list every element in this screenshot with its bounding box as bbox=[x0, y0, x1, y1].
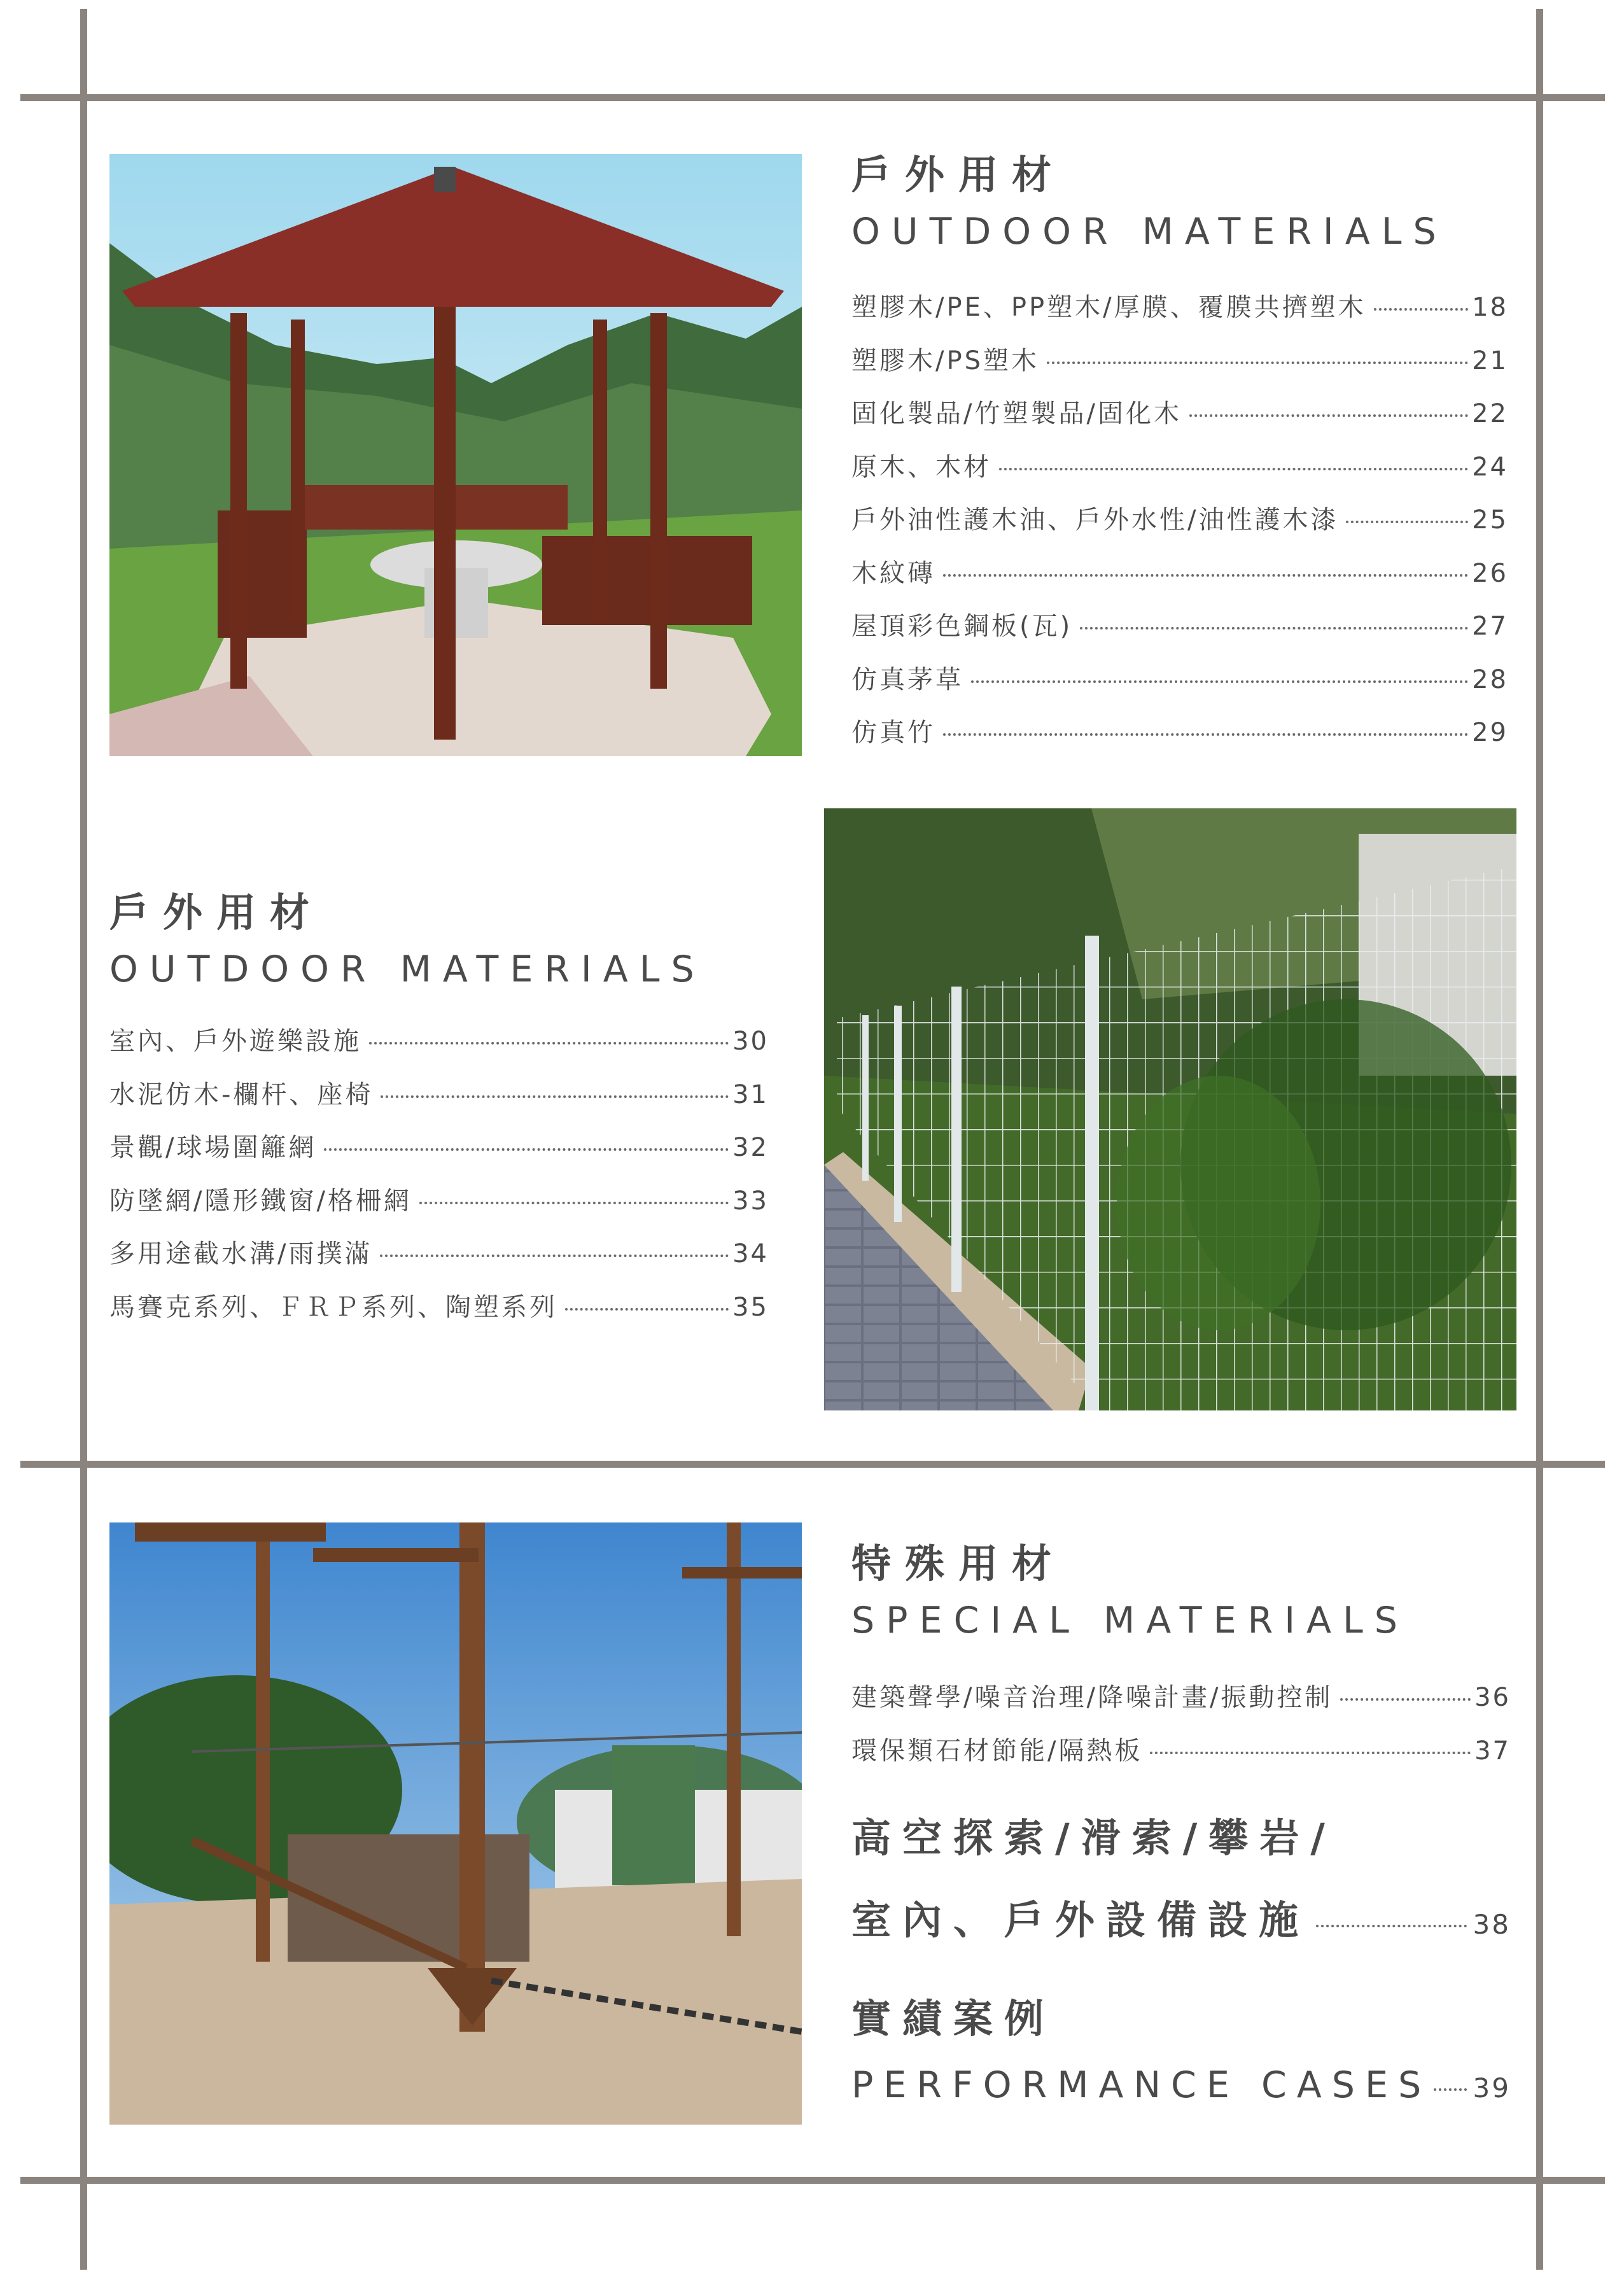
toc-item[interactable] bbox=[851, 393, 1508, 447]
toc-item-label: 仿真竹 bbox=[851, 718, 935, 747]
dot-leader bbox=[565, 1308, 729, 1311]
gazebo-photo bbox=[109, 154, 802, 756]
dot-leader bbox=[369, 1042, 729, 1044]
toc-item[interactable] bbox=[851, 341, 1508, 394]
dot-leader bbox=[1340, 1698, 1471, 1701]
cases-heading-zh bbox=[851, 1987, 1511, 2044]
toc-list bbox=[851, 1677, 1511, 1783]
frame-right-line bbox=[1536, 9, 1543, 2270]
toc-item-label: 木紋磚 bbox=[851, 558, 935, 588]
dot-leader bbox=[1189, 414, 1468, 417]
toc-item-label: 防墜網/隱形鐵窗/格柵網 bbox=[109, 1186, 412, 1216]
toc-item-page: 31 bbox=[732, 1079, 769, 1109]
frame-middle-line bbox=[20, 1461, 1605, 1468]
fence-photo bbox=[824, 808, 1516, 1410]
toc-item[interactable] bbox=[851, 659, 1508, 713]
toc-item[interactable] bbox=[851, 712, 1508, 766]
toc-item-page: 28 bbox=[1472, 664, 1508, 694]
toc-item[interactable] bbox=[109, 1181, 769, 1234]
section-title-zh: 戶外用材 bbox=[109, 889, 324, 936]
adventure-heading-line2 bbox=[851, 1888, 1511, 1945]
frame-top-line bbox=[20, 94, 1605, 101]
toc-item-page: 25 bbox=[1472, 505, 1508, 535]
toc-item-label: 塑膠木/PS塑木 bbox=[851, 346, 1039, 376]
cases-title-zh: 實績案例 bbox=[851, 1995, 1056, 2042]
toc-item[interactable] bbox=[109, 1074, 769, 1128]
dot-leader bbox=[943, 574, 1468, 577]
section-title-zh: 戶外用材 bbox=[851, 151, 1066, 198]
toc-item-label: 戶外油性護木油、戶外水性/油性護木漆 bbox=[851, 505, 1339, 535]
toc-item-label: 仿真茅草 bbox=[851, 664, 963, 694]
toc-item-page: 21 bbox=[1472, 346, 1508, 376]
toc-item-label: 多用途截水溝/雨撲滿 bbox=[109, 1239, 373, 1269]
toc-item-page: 27 bbox=[1472, 612, 1508, 641]
section-outdoor-materials-1 bbox=[851, 151, 1508, 766]
dot-leader bbox=[381, 1095, 729, 1098]
toc-item[interactable] bbox=[109, 1287, 769, 1340]
toc-item-page: 33 bbox=[732, 1186, 769, 1216]
toc-item-label: 環保類石材節能/隔熱板 bbox=[851, 1736, 1143, 1766]
toc-item[interactable] bbox=[851, 447, 1508, 500]
toc-item-label: 景觀/球場圍籬網 bbox=[109, 1133, 317, 1162]
toc-item[interactable] bbox=[109, 1021, 769, 1074]
toc-item[interactable] bbox=[851, 287, 1508, 341]
toc-item[interactable] bbox=[851, 553, 1508, 607]
toc-list bbox=[109, 1021, 769, 1340]
section-special-materials bbox=[851, 1540, 1511, 2106]
toc-item[interactable] bbox=[851, 606, 1508, 659]
toc-item-page: 29 bbox=[1472, 718, 1508, 747]
dot-leader bbox=[1434, 2088, 1466, 2091]
adventure-heading-line1 bbox=[851, 1806, 1511, 1863]
toc-item-label: 固化製品/竹塑製品/固化木 bbox=[851, 399, 1182, 428]
adventure-heading-text-2: 室內、戶外設備設施 bbox=[851, 1897, 1310, 1943]
dot-leader bbox=[999, 468, 1468, 470]
toc-item-label: 原木、木材 bbox=[851, 452, 991, 482]
toc-list bbox=[851, 287, 1508, 766]
toc-item-page: 26 bbox=[1472, 558, 1508, 588]
frame-left-line bbox=[80, 9, 87, 2270]
adventure-page: 38 bbox=[1473, 1909, 1511, 1940]
dot-leader bbox=[1316, 1925, 1467, 1927]
toc-item-page: 22 bbox=[1472, 399, 1508, 428]
toc-item-page: 30 bbox=[732, 1027, 769, 1056]
adventure-entry[interactable] bbox=[851, 1806, 1511, 1945]
toc-item[interactable] bbox=[851, 1677, 1511, 1731]
cases-heading-en bbox=[851, 2064, 1511, 2106]
toc-item-label: 室內、戶外遊樂設施 bbox=[109, 1027, 361, 1056]
adventure-heading-text-1: 高空探索/滑索/攀岩/ bbox=[851, 1815, 1336, 1861]
dot-leader bbox=[324, 1148, 729, 1151]
toc-item[interactable] bbox=[109, 1127, 769, 1181]
toc-item-page: 35 bbox=[732, 1292, 769, 1322]
dot-leader bbox=[943, 733, 1468, 736]
dot-leader bbox=[1346, 521, 1468, 523]
toc-item-page: 37 bbox=[1474, 1736, 1511, 1766]
toc-item-page: 36 bbox=[1474, 1683, 1511, 1712]
toc-item-label: 屋頂彩色鋼板(瓦) bbox=[851, 612, 1073, 641]
cases-entry[interactable] bbox=[851, 1987, 1511, 2106]
toc-item-label: 建築聲學/噪音治理/降噪計畫/振動控制 bbox=[851, 1683, 1333, 1712]
section-title-en: SPECIAL MATERIALS bbox=[851, 1600, 1409, 1642]
section-outdoor-materials-2 bbox=[109, 889, 769, 1340]
toc-item-page: 24 bbox=[1472, 452, 1508, 482]
frame-bottom-line bbox=[20, 2177, 1605, 2184]
toc-item-label: 馬賽克系列、ＦＲＰ系列、陶塑系列 bbox=[109, 1292, 557, 1322]
adventure-course-photo bbox=[109, 1522, 802, 2125]
toc-item-label: 塑膠木/PE、PP塑木/厚膜、覆膜共擠塑木 bbox=[851, 293, 1366, 322]
toc-item-label: 水泥仿木-欄杆、座椅 bbox=[109, 1079, 374, 1109]
cases-page: 39 bbox=[1473, 2072, 1511, 2104]
toc-item-page: 34 bbox=[732, 1239, 769, 1269]
toc-item-page: 32 bbox=[732, 1133, 769, 1162]
dot-leader bbox=[1150, 1752, 1471, 1754]
toc-item-page: 18 bbox=[1472, 293, 1508, 322]
dot-leader bbox=[419, 1202, 729, 1204]
dot-leader bbox=[1374, 308, 1469, 311]
dot-leader bbox=[1047, 362, 1468, 364]
dot-leader bbox=[1080, 627, 1468, 629]
toc-item[interactable] bbox=[851, 500, 1508, 553]
toc-item[interactable] bbox=[109, 1234, 769, 1287]
dot-leader bbox=[971, 680, 1468, 683]
section-title-en: OUTDOOR MATERIALS bbox=[109, 948, 706, 990]
dot-leader bbox=[380, 1255, 729, 1257]
section-title-zh: 特殊用材 bbox=[851, 1540, 1066, 1587]
section-title-en: OUTDOOR MATERIALS bbox=[851, 211, 1448, 253]
toc-item[interactable] bbox=[851, 1731, 1511, 1784]
cases-title-en: PERFORMANCE CASES bbox=[851, 2064, 1432, 2106]
